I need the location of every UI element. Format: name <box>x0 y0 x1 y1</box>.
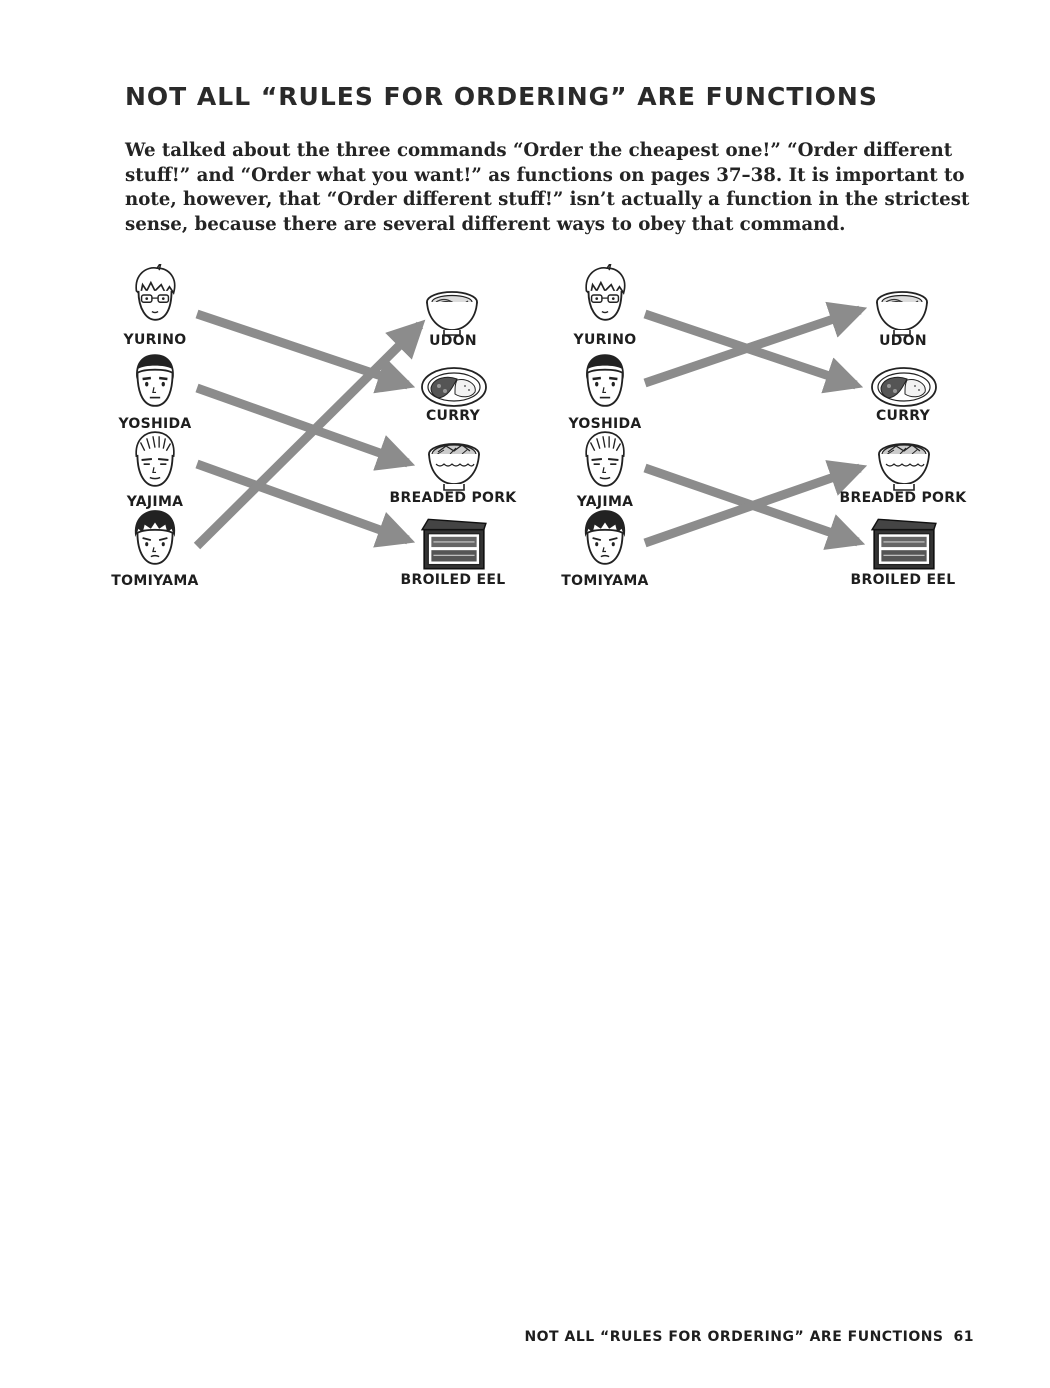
label-broiled-eel-right: BROILED EEL <box>850 572 956 588</box>
label-yajima-left: YAJIMA <box>126 494 184 510</box>
label-udon-left: UDON <box>429 333 477 349</box>
breaded-pork-icon <box>429 444 479 490</box>
function-diagrams <box>0 0 1050 620</box>
right-diagram <box>561 262 967 589</box>
label-curry-right: CURRY <box>875 408 931 424</box>
arrow-yoshida-breaded-pork <box>197 388 408 463</box>
left-diagram <box>111 262 517 589</box>
left-arrows <box>197 314 420 546</box>
body-paragraph: We talked about the three commands “Order the cheapest one!” “Order different stuff!” and “Order what you want!” as functions on pages 37–38. It is important to note, however, that “Order different stuff!” isn’t actually a function in the strictest sense, because there are several different ways to obey that command. <box>125 140 970 235</box>
broiled-eel-icon <box>872 519 936 568</box>
page-number: 61 <box>953 1329 974 1345</box>
arrow-tomiyama-udon <box>197 325 420 546</box>
face-yajima-left <box>136 432 174 486</box>
page-footer <box>524 1329 974 1345</box>
label-breaded-pork-right: BREADED PORK <box>839 490 967 506</box>
udon-icon <box>427 292 477 335</box>
label-curry-left: CURRY <box>425 408 481 424</box>
label-yurino-left: YURINO <box>123 332 187 348</box>
label-broiled-eel-left: BROILED EEL <box>400 572 506 588</box>
face-tomiyama-right <box>585 510 625 564</box>
footer-title: NOT ALL “RULES FOR ORDERING” ARE FUNCTIONS <box>524 1329 944 1345</box>
label-udon-right: UDON <box>879 333 927 349</box>
udon-icon <box>877 292 927 335</box>
arrow-yajima-broiled-eel <box>197 464 408 540</box>
face-yurino-left <box>136 262 175 320</box>
breaded-pork-icon <box>879 444 929 490</box>
label-yajima-right: YAJIMA <box>576 494 634 510</box>
label-yoshida-left: YOSHIDA <box>118 416 192 432</box>
label-tomiyama-left: TOMIYAMA <box>111 573 199 589</box>
label-tomiyama-right: TOMIYAMA <box>561 573 649 589</box>
curry-icon <box>872 368 936 406</box>
label-yoshida-right: YOSHIDA <box>568 416 642 432</box>
face-tomiyama-left <box>135 510 175 564</box>
curry-icon <box>422 368 486 406</box>
face-yoshida-right <box>586 354 624 406</box>
label-yurino-right: YURINO <box>573 332 637 348</box>
face-yoshida-left <box>136 354 174 406</box>
face-yajima-right <box>586 432 624 486</box>
right-arrows <box>645 310 860 543</box>
section-heading: NOT ALL “RULES FOR ORDERING” ARE FUNCTIONS <box>125 82 878 111</box>
face-yurino-right <box>586 262 625 320</box>
broiled-eel-icon <box>422 519 486 568</box>
label-breaded-pork-left: BREADED PORK <box>389 490 517 506</box>
